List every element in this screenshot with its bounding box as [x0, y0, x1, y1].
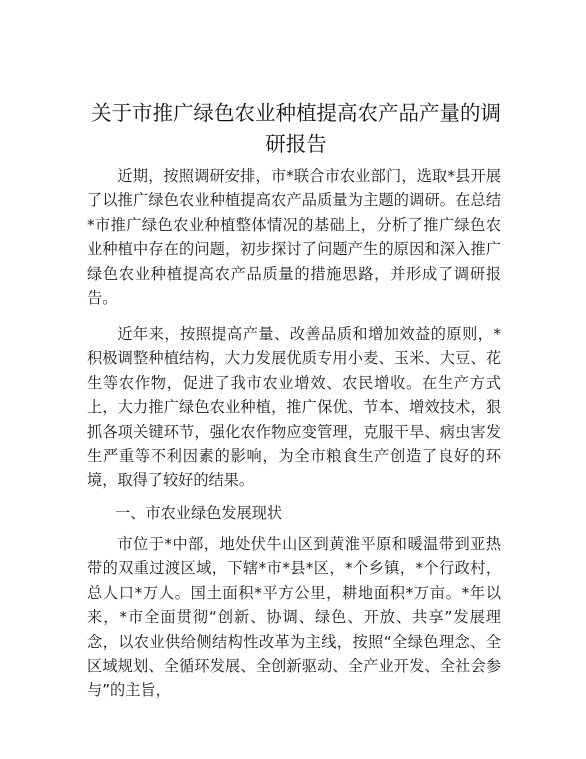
section-paragraph: 市位于*中部，地处伏牛山区到黄淮平原和暖温带到亚热带的双重过渡区域，下辖*市*县*区，*个乡镇，*个行政村，总人口*万人。国土面积*平方公里，耕地面积*万亩。*年以来，*市全面贯彻“创新、协调、绿色、开放、共享”发展理念，以农业供给侧结构性改革为主线，按照“全绿色理念、全区域规划、全循环发展、全创新驱动、全产业开发、全社会参与”的主旨，: [87, 535, 501, 700]
intro-paragraph: 近期，按照调研安排，市*联合市农业部门，选取*县开展了以推广绿色农业种植提高农产品质量为主题的调研。在总结*市推广绿色农业种植整体情况的基础上，分析了推广绿色农业种植中存在的问题，初步探讨了问题产生的原因和深入推广绿色农业种植提高农产品质量的措施思路，并形成了调研报告。: [87, 167, 501, 308]
section-heading: 一、市农业绿色发展现状: [115, 504, 283, 522]
background-paragraph: 近年来，按照提高产量、改善品质和增加效益的原则，*积极调整种植结构，大力发展优质专用小麦、玉米、大豆、花生等农作物，促进了我市农业增效、农民增收。在生产方式上，大力推广绿色农业种植，推广保优、节本、增效技术，狠抓各项关键环节，强化农作物应变管理，克服干旱、病虫害发生严重等不利因素的影响，为全市粮食生产创造了良好的环境，取得了较好的结果。: [87, 325, 501, 490]
document-title: 关于市推广绿色农业种植提高农产品产量的调研报告: [91, 101, 501, 156]
